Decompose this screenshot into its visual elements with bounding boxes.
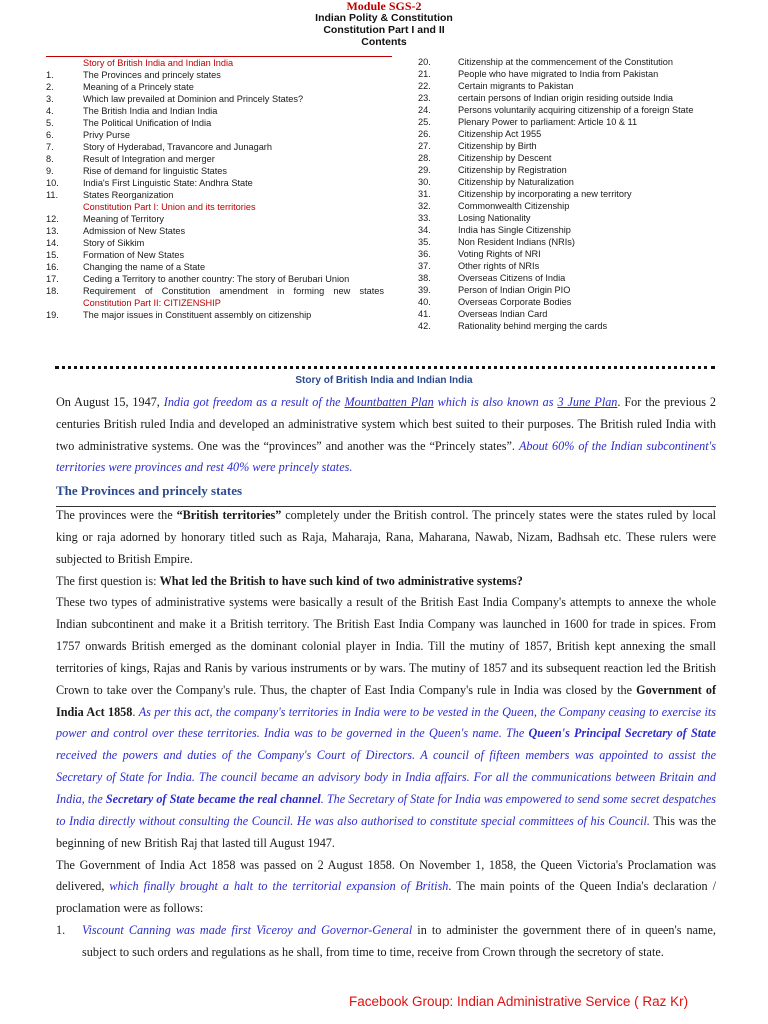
- toc-heading-part2: Constitution Part II: CITIZENSHIP: [83, 298, 221, 308]
- toc-item[interactable]: 37. Other rights of NRIs: [418, 261, 540, 271]
- toc-item[interactable]: 25. Plenary Power to parliament: Article 10 & 11: [418, 117, 638, 127]
- toc-item[interactable]: 35. Non Resident Indians (NRIs): [418, 237, 575, 247]
- toc-item[interactable]: 3. Which law prevailed at Dominion and Princely States?: [46, 94, 304, 104]
- june-plan-text: 3 June Plan: [557, 395, 618, 409]
- toc-item[interactable]: 18. Requirement of Constitution amendment in forming new states: [46, 286, 384, 296]
- toc-section-heading: [46, 56, 392, 69]
- toc-section-heading: [46, 201, 384, 213]
- intro-section: [56, 392, 716, 479]
- toc-item[interactable]: 9. Rise of demand for linguistic States: [46, 166, 228, 176]
- paragraph-proclamation: The Government of India Act 1858 was passed on 2 August 1858. On November 1, 1858, the Queen Victoria's Proclamation was delivered, which finally brought a halt to the territorial expansion of British. The main points of the Queen India's declaration / proclamation were as follows:: [56, 857, 716, 916]
- toc-item[interactable]: 1. The Provinces and princely states: [46, 70, 221, 80]
- toc-item[interactable]: 30. Citizenship by Naturalization: [418, 177, 574, 187]
- toc-item[interactable]: 23. certain persons of Indian origin residing outside India: [418, 93, 674, 103]
- toc-item[interactable]: 13. Admission of New States: [46, 226, 186, 236]
- toc-section-heading: [46, 297, 384, 309]
- toc-item[interactable]: 27. Citizenship by Birth: [418, 141, 537, 151]
- toc-left-column: [46, 56, 384, 321]
- toc-item[interactable]: 17. Ceding a Territory to another country: The story of Berubari Union: [46, 274, 350, 284]
- toc-item[interactable]: 32. Commonwealth Citizenship: [418, 201, 570, 211]
- toc-item[interactable]: 26. Citizenship Act 1955: [418, 129, 542, 139]
- list-item: 1. Viscount Canning was made first Viceroy and Governor-General in to administer the government there of in queen's name, subject to such orders and regulations as he shall, from time to time, receive from Crown through the secretory of state.: [56, 923, 716, 959]
- main-section: [56, 505, 716, 964]
- toc-item[interactable]: 11. States Reorganization: [46, 190, 174, 200]
- toc-item[interactable]: 42. Rationality behind merging the cards: [418, 321, 608, 331]
- section-heading: The Provinces and princely states: [56, 483, 243, 498]
- part-title: Constitution Part I and II: [323, 24, 445, 36]
- toc-item[interactable]: 15. Formation of New States: [46, 250, 185, 260]
- toc-heading-story: Story of British India and Indian India: [83, 58, 234, 68]
- mountbatten-plan-text: Mountbatten Plan: [344, 395, 434, 409]
- toc-item[interactable]: 8. Result of Integration and merger: [46, 154, 215, 164]
- toc-item[interactable]: 5. The Political Unification of India: [46, 118, 212, 128]
- toc-item[interactable]: 6. Privy Purse: [46, 130, 130, 140]
- toc-right-column: [418, 56, 738, 332]
- subject-title: Indian Polity & Constitution: [315, 12, 453, 24]
- toc-item[interactable]: 41. Overseas Indian Card: [418, 309, 548, 319]
- paragraph-question: The first question is: What led the British to have such kind of two administrative systems?: [56, 573, 523, 588]
- module-title: Module SGS-2: [346, 0, 422, 13]
- toc-item[interactable]: 29. Citizenship by Registration: [418, 165, 567, 175]
- toc-item[interactable]: 22. Certain migrants to Pakistan: [418, 81, 574, 91]
- toc-item[interactable]: 16. Changing the name of a State: [46, 262, 206, 272]
- toc-item[interactable]: 40. Overseas Corporate Bodies: [418, 297, 572, 307]
- document-header: [0, 0, 768, 48]
- toc-item[interactable]: 14. Story of Sikkim: [46, 238, 145, 248]
- toc-item[interactable]: 24. Persons voluntarily acquiring citizenship of a foreign State: [418, 105, 694, 115]
- toc-item[interactable]: 7. Story of Hyderabad, Travancore and Junagarh: [46, 142, 272, 152]
- toc-item[interactable]: 38. Overseas Citizens of India: [418, 273, 566, 283]
- paragraph-provinces: The provinces were the “British territories” completely under the British control. The princely states were the states ruled by local king or raja adorned by honorary titled such as Raja, Maharaja, Rana, Maharana, Nawab, Nizam, Badhsah etc. These rulers were subjected to British Empire.: [56, 508, 716, 566]
- toc-item[interactable]: 34. India has Single Citizenship: [418, 225, 571, 235]
- toc-heading-part1: Constitution Part I: Union and its territories: [83, 202, 256, 212]
- paragraph-history: These two types of administrative systems were basically a result of the British East India Company's attempts to annexe the whole Indian subcontinent and make it a British territory. The British East India Company was launched in 1600 for trade in spices. From 1757 onwards British emerged as the dominant colonial player in India. Till the mutiny of 1857, British kept annexing the small territories of kings, Rajas and Ranis by various instruments or by wars. The mutiny of 1857 and its subsequent reaction led the British Crown to take over the Company's rule. Thus, the chapter of East India Company's rule in India was closed by the Government of India Act 1858. As per this act, the company's territories in India were to be vested in the Queen, the Company ceasing to exercise its power and control over these territories. India was to be governed in the Queen's name. The Queen's Principal Secretary of State received the powers and duties of the Company's Court of Directors. A council of fifteen members was appointed to assist the Secretary of State for India. The council became an advisory body in India affairs. For all the communications between Britain and India, the Secretary of State became the real channel. The Secretary of State for India was empowered to send some secret despatches to India directly without consulting the Council. He was also authorised to constitute special committees of his Council. This was the beginning of new British Raj that lasted till August 1947.: [56, 595, 717, 850]
- facebook-group-footer: Facebook Group: Indian Administrative Service ( Raz Kr): [349, 994, 689, 1009]
- toc-item[interactable]: 20. Citizenship at the commencement of the Constitution: [418, 57, 673, 67]
- toc-item[interactable]: 36. Voting Rights of NRI: [418, 249, 541, 259]
- toc-item[interactable]: 31. Citizenship by incorporating a new territory: [418, 189, 632, 199]
- paragraph-intro: On August 15, 1947, India got freedom as a result of the Mountbatten Plan which is also known as 3 June Plan. For the previous 2 centuries British ruled India and developed an administrative system which best suited to their purposes. The British ruled India with two administrative systems. One was the “provinces” and another was the “Princely states”. About 60% of the Indian subcontinent's territories were provinces and rest 40% were princely states.: [56, 395, 716, 475]
- toc-item[interactable]: 21. People who have migrated to India from Pakistan: [418, 69, 659, 79]
- story-title: Story of British India and Indian India: [295, 375, 473, 386]
- toc-item[interactable]: 33. Losing Nationality: [418, 213, 531, 223]
- dotted-divider: [55, 366, 715, 369]
- toc-item[interactable]: 39. Person of Indian Origin PIO: [418, 285, 571, 295]
- toc-item[interactable]: 19. The major issues in Constituent assembly on citizenship: [46, 310, 312, 320]
- toc-item[interactable]: 4. The British India and Indian India: [46, 106, 218, 116]
- toc-item[interactable]: 10. India's First Linguistic State: Andhra State: [46, 178, 253, 188]
- contents-title: Contents: [361, 36, 407, 48]
- toc-item[interactable]: 12. Meaning of Territory: [46, 214, 165, 224]
- toc-item[interactable]: 28. Citizenship by Descent: [418, 153, 552, 163]
- toc-item[interactable]: 2. Meaning of a Princely state: [46, 82, 194, 92]
